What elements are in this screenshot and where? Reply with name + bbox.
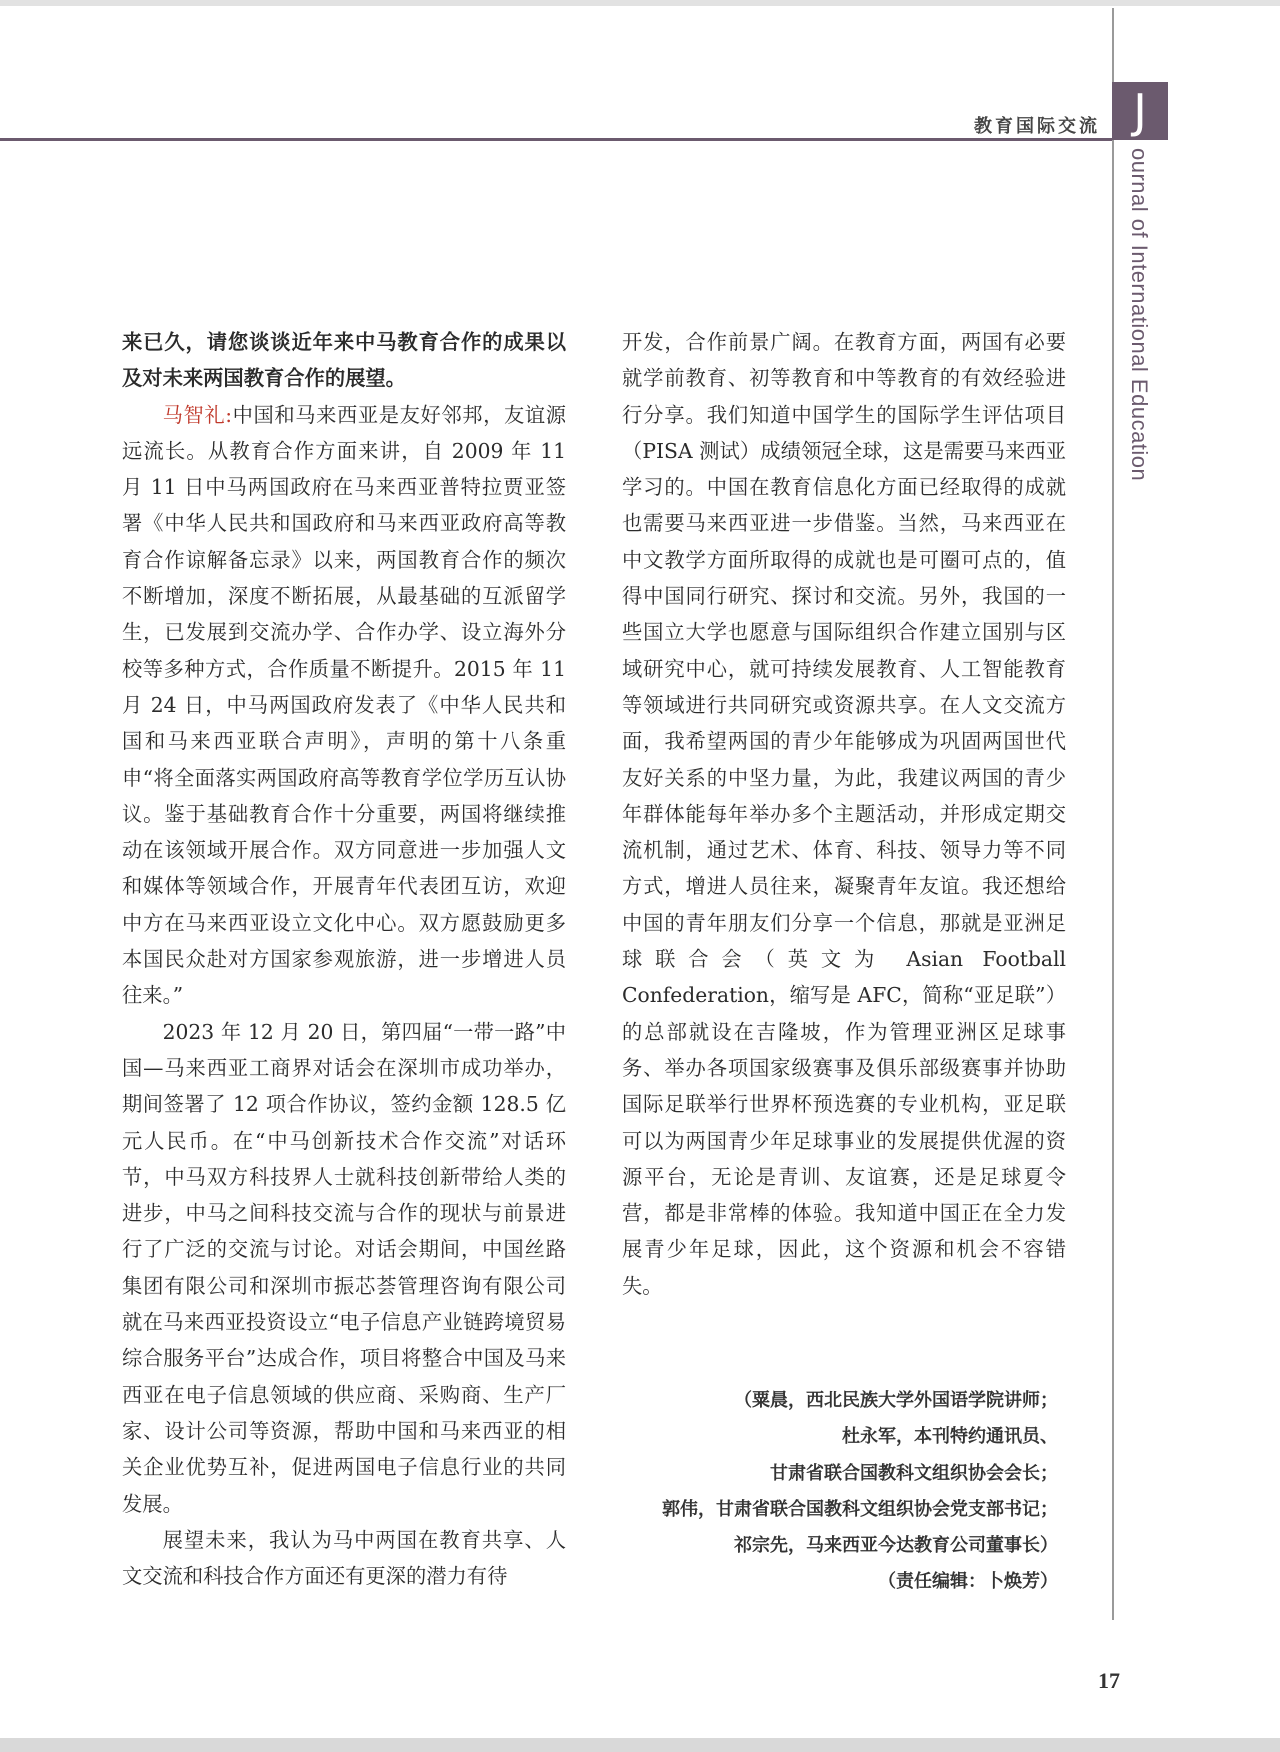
- interview-question: 来已久，请您谈谈近年来中马教育合作的成果以及对未来两国教育合作的展望。: [122, 330, 566, 391]
- journal-name-vertical: ournal of International Education: [1127, 148, 1152, 482]
- answer-text: 中国和马来西亚是友好邻邦，友谊源远流长。从教育合作方面来讲，自 2009 年 11 月 11 日中马两国政府在马来西亚普特拉贾亚签署《中华人民共和国政府和马来西亚政府高等教育合作谅解备忘录》以来，两国教育合作的频次不断增加，深度不断拓展，从最基础的互派留学生，已发展到交流办学、合作办学、设立海外分校等多种方式，合作质量不断提升。2015 年 11 月 24 日，中马两国政府发表了《中华人民共和国和马来西亚联合声明》，声明的第十八条重申“将全面落实两国政府高等教育学位学历互认协议。鉴于基础教育合作十分重要，两国将继续推动在该领域开展合作。双方同意进一步加强人文和媒体等领域合作，开展青年代表团互访，欢迎中方在马来西亚设立文化中心。双方愿鼓励更多本国民众赴对方国家参观旅游，进一步增进人员往来。”: [122, 402, 566, 1008]
- page-top-edge: [0, 0, 1280, 6]
- page-number: 17: [1098, 1668, 1120, 1693]
- right-column: [622, 324, 1066, 1304]
- answer-paragraph-1: [122, 397, 566, 1014]
- speaker-label: 马智礼:: [162, 402, 233, 427]
- journal-logo-block: J: [1112, 82, 1168, 140]
- credit-line-4: 郭伟，甘肃省联合国教科文组织协会党支部书记；: [662, 1498, 1058, 1520]
- paragraph-3: 展望未来，我认为马中两国在教育共享、人文交流和科技合作方面还有更深的潜力有待: [122, 1527, 566, 1589]
- credit-line-2: 杜永军，本刊特约通讯员、: [842, 1426, 1058, 1448]
- credit-line-1: （粟晨，西北民族大学外国语学院讲师；: [734, 1390, 1058, 1411]
- author-credits: [560, 1383, 1058, 1601]
- left-column: [122, 324, 566, 1594]
- header-rule: [0, 138, 1112, 141]
- credit-line-5: 祁宗先，马来西亚今达教育公司董事长）: [734, 1535, 1058, 1557]
- margin-vertical-rule: [1112, 8, 1114, 1620]
- editor-credit: （责任编辑：卜焕芳）: [878, 1571, 1058, 1593]
- continued-paragraph: 开发，合作前景广阔。在教育方面，两国有必要就学前教育、初等教育和中等教育的有效经验进行分享。我们知道中国学生的国际学生评估项目（PISA 测试）成绩领冠全球，这是需要马来西亚学习的。中国在教育信息化方面已经取得的成就也需要马来西亚进一步借鉴。当然，马来西亚在中文教学方面所取得的成就也是可圈可点的，值得中国同行研究、探讨和交流。另外，我国的一些国立大学也愿意与国际组织合作建立国别与区域研究中心，就可持续发展教育、人工智能教育等领域进行共同研究或资源共享。在人文交流方面，我希望两国的青少年能够成为巩固两国世代友好关系的中坚力量，为此，我建议两国的青少年群体能每年举办多个主题活动，并形成定期交流机制，通过艺术、体育、科技、领导力等不同方式，增进人员往来，凝聚青年友谊。我还想给中国的青年朋友们分享一个信息，那就是亚洲足球联合会（英文为 Asian Football Confederation，缩写是 AFC，简称“亚足联”）的总部就设在吉隆坡，作为管理亚洲区足球事务、举办各项国家级赛事及俱乐部级赛事并协助国际足联举行世界杯预选赛的专业机构，亚足联可以为两国青少年足球事业的发展提供优渥的资源平台，无论是青训、友谊赛，还是足球夏令营，都是非常棒的体验。我知道中国正在全力发展青少年足球，因此，这个资源和机会不容错失。: [622, 330, 1066, 1298]
- section-title: 教育国际交流: [974, 116, 1100, 137]
- paragraph-2: 2023 年 12 月 20 日，第四届“一带一路”中国—马来西亚工商界对话会在深圳市成功举办，期间签署了 12 项合作协议，签约金额 128.5 亿元人民币。在“中马创新技术合作交流”对话环节，中马双方科技界人士就科技创新带给人类的进步，中马之间科技交流与合作的现状与前景进行了广泛的交流与讨论。对话会期间，中国丝路集团有限公司和深圳市振芯荟管理咨询有限公司就在马来西亚投资设立“电子信息产业链跨境贸易综合服务平台”达成合作，项目将整合中国及马来西亚在电子信息领域的供应商、采购商、生产厂家、设计公司等资源，帮助中国和马来西亚的相关企业优势互补，促进两国电子信息行业的共同发展。: [122, 1019, 566, 1516]
- page-bottom-edge: [0, 1738, 1280, 1752]
- credit-line-3: 甘肃省联合国教科文组织协会会长；: [770, 1462, 1058, 1484]
